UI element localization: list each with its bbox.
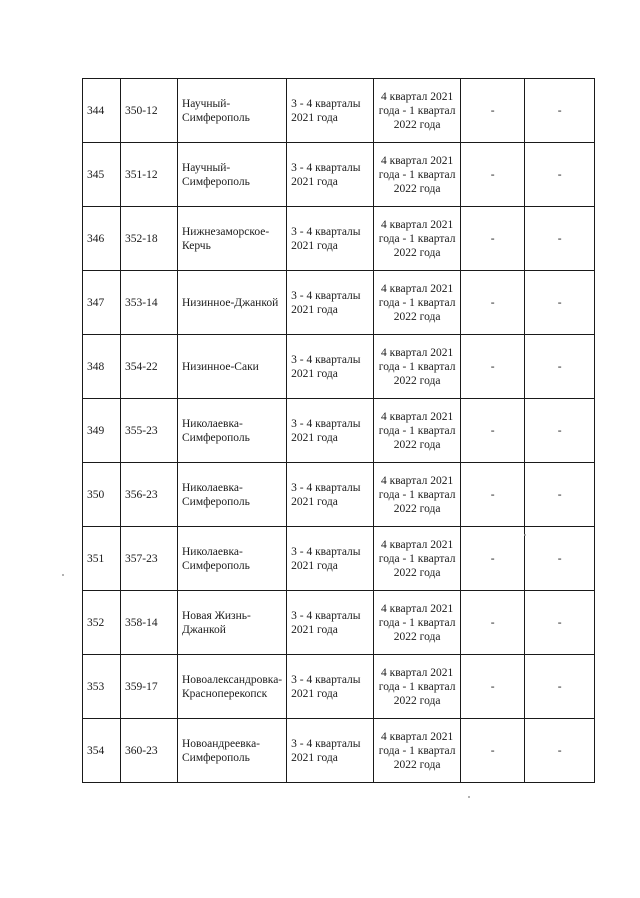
start-period-cell: 3 - 4 кварталы 2021 года xyxy=(287,399,374,463)
table-row xyxy=(83,719,595,783)
route-code-cell: 358-14 xyxy=(121,591,178,655)
route-code-cell: 353-14 xyxy=(121,271,178,335)
column-6-cell: - xyxy=(461,143,525,207)
end-period-cell: 4 квартал 2021 года - 1 квартал 2022 года xyxy=(374,463,461,527)
start-period-cell: 3 - 4 кварталы 2021 года xyxy=(287,79,374,143)
start-period-cell: 3 - 4 кварталы 2021 года xyxy=(287,591,374,655)
route-name-cell: Николаевка-Симферополь xyxy=(178,527,287,591)
column-6-cell: - xyxy=(461,399,525,463)
start-period-cell: 3 - 4 кварталы 2021 года xyxy=(287,207,374,271)
table-row xyxy=(83,527,595,591)
table-row xyxy=(83,143,595,207)
column-7-cell: - xyxy=(525,335,595,399)
column-6-cell: - xyxy=(461,463,525,527)
column-6-cell: - xyxy=(461,207,525,271)
route-name-cell: Новоалександровка-Красноперекопск xyxy=(178,655,287,719)
row-number-cell: 353 xyxy=(83,655,121,719)
column-7-cell: - xyxy=(525,79,595,143)
scan-speck xyxy=(468,796,470,798)
end-period-cell: 4 квартал 2021 года - 1 квартал 2022 года xyxy=(374,335,461,399)
row-number-cell: 351 xyxy=(83,527,121,591)
route-code-cell: 356-23 xyxy=(121,463,178,527)
start-period-cell: 3 - 4 кварталы 2021 года xyxy=(287,143,374,207)
route-code-cell: 352-18 xyxy=(121,207,178,271)
scan-speck xyxy=(62,574,64,576)
end-period-cell: 4 квартал 2021 года - 1 квартал 2022 года xyxy=(374,207,461,271)
row-number-cell: 348 xyxy=(83,335,121,399)
route-code-cell: 355-23 xyxy=(121,399,178,463)
table-row xyxy=(83,207,595,271)
column-6-cell: - xyxy=(461,271,525,335)
column-7-cell: - xyxy=(525,207,595,271)
column-6-cell: - xyxy=(461,655,525,719)
row-number-cell: 346 xyxy=(83,207,121,271)
column-6-cell: - xyxy=(461,335,525,399)
column-7-cell: - xyxy=(525,527,595,591)
route-name-cell: Низинное-Джанкой xyxy=(178,271,287,335)
start-period-cell: 3 - 4 кварталы 2021 года xyxy=(287,655,374,719)
route-code-cell: 354-22 xyxy=(121,335,178,399)
route-name-cell: Нижнезаморское-Керчь xyxy=(178,207,287,271)
end-period-cell: 4 квартал 2021 года - 1 квартал 2022 года xyxy=(374,527,461,591)
column-7-cell: - xyxy=(525,271,595,335)
start-period-cell: 3 - 4 кварталы 2021 года xyxy=(287,527,374,591)
column-7-cell: - xyxy=(525,143,595,207)
end-period-cell: 4 квартал 2021 года - 1 квартал 2022 года xyxy=(374,271,461,335)
column-6-cell: - xyxy=(461,79,525,143)
end-period-cell: 4 квартал 2021 года - 1 квартал 2022 года xyxy=(374,655,461,719)
row-number-cell: 347 xyxy=(83,271,121,335)
route-code-cell: 359-17 xyxy=(121,655,178,719)
table-row xyxy=(83,335,595,399)
start-period-cell: 3 - 4 кварталы 2021 года xyxy=(287,463,374,527)
table-row xyxy=(83,655,595,719)
table-row xyxy=(83,463,595,527)
start-period-cell: 3 - 4 кварталы 2021 года xyxy=(287,719,374,783)
scan-speck xyxy=(524,534,526,536)
start-period-cell: 3 - 4 кварталы 2021 года xyxy=(287,335,374,399)
column-7-cell: - xyxy=(525,463,595,527)
end-period-cell: 4 квартал 2021 года - 1 квартал 2022 года xyxy=(374,143,461,207)
end-period-cell: 4 квартал 2021 года - 1 квартал 2022 года xyxy=(374,719,461,783)
route-code-cell: 350-12 xyxy=(121,79,178,143)
row-number-cell: 354 xyxy=(83,719,121,783)
route-code-cell: 351-12 xyxy=(121,143,178,207)
route-name-cell: Николаевка-Симферополь xyxy=(178,463,287,527)
route-name-cell: Низинное-Саки xyxy=(178,335,287,399)
route-code-cell: 360-23 xyxy=(121,719,178,783)
route-name-cell: Новоандреевка-Симферополь xyxy=(178,719,287,783)
table-row xyxy=(83,79,595,143)
table-row xyxy=(83,399,595,463)
table-row xyxy=(83,271,595,335)
row-number-cell: 350 xyxy=(83,463,121,527)
start-period-cell: 3 - 4 кварталы 2021 года xyxy=(287,271,374,335)
route-name-cell: Николаевка-Симферополь xyxy=(178,399,287,463)
route-name-cell: Новая Жизнь-Джанкой xyxy=(178,591,287,655)
column-7-cell: - xyxy=(525,719,595,783)
column-7-cell: - xyxy=(525,399,595,463)
row-number-cell: 344 xyxy=(83,79,121,143)
column-6-cell: - xyxy=(461,591,525,655)
routes-table-body xyxy=(83,79,595,783)
table-row xyxy=(83,591,595,655)
column-7-cell: - xyxy=(525,591,595,655)
row-number-cell: 345 xyxy=(83,143,121,207)
column-6-cell: - xyxy=(461,719,525,783)
end-period-cell: 4 квартал 2021 года - 1 квартал 2022 года xyxy=(374,591,461,655)
route-name-cell: Научный-Симферополь xyxy=(178,143,287,207)
end-period-cell: 4 квартал 2021 года - 1 квартал 2022 года xyxy=(374,399,461,463)
column-6-cell: - xyxy=(461,527,525,591)
end-period-cell: 4 квартал 2021 года - 1 квартал 2022 года xyxy=(374,79,461,143)
routes-table xyxy=(82,78,595,783)
column-7-cell: - xyxy=(525,655,595,719)
route-name-cell: Научный-Симферополь xyxy=(178,79,287,143)
row-number-cell: 352 xyxy=(83,591,121,655)
row-number-cell: 349 xyxy=(83,399,121,463)
route-code-cell: 357-23 xyxy=(121,527,178,591)
